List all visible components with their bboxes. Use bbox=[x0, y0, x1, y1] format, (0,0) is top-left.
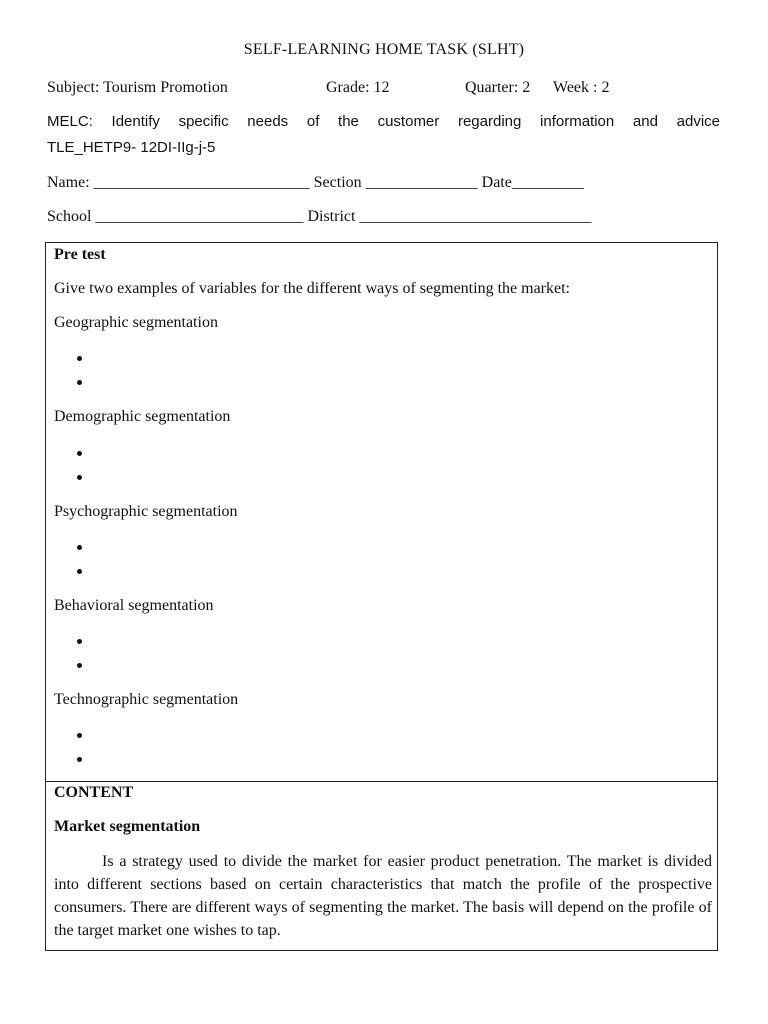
bullet bbox=[77, 733, 82, 738]
week-label: Week : 2 bbox=[553, 79, 610, 96]
content-box bbox=[45, 781, 718, 951]
grade-label: Grade: 12 bbox=[326, 79, 390, 96]
pretest-instruction: Give two examples of variables for the different ways of segmenting the market: bbox=[54, 280, 570, 297]
subject-row bbox=[47, 79, 610, 97]
bullet bbox=[77, 757, 82, 762]
paragraph-text: Is a strategy used to divide the market for easier product penetration. The market is divided into different sections based on certain characteristics that match the profile of the prospective consumers. There are different ways of segmenting the market. The basis will depend on the profile of the target market one wishes to tap. bbox=[54, 853, 712, 939]
subject-label: Subject: Tourism Promotion bbox=[47, 79, 228, 96]
geographic-label: Geographic segmentation bbox=[54, 314, 218, 331]
bullet bbox=[77, 545, 82, 550]
bullet bbox=[77, 663, 82, 668]
pretest-box bbox=[45, 242, 718, 782]
technographic-label: Technographic segmentation bbox=[54, 691, 239, 708]
content-subheading: Market segmentation bbox=[54, 818, 201, 835]
bullet bbox=[77, 569, 82, 574]
bullet bbox=[77, 639, 82, 644]
psychographic-label: Psychographic segmentation bbox=[54, 503, 238, 520]
bullet bbox=[77, 475, 82, 480]
content-heading: CONTENT bbox=[54, 784, 134, 801]
page-title: SELF-LEARNING HOME TASK (SLHT) bbox=[243, 41, 525, 58]
pretest-heading: Pre test bbox=[54, 246, 106, 263]
bullet bbox=[77, 356, 82, 361]
melc-code: TLE_HETP9- 12DI-IIg-j-5 bbox=[47, 139, 216, 156]
school-field[interactable]: School __________________________ District _____________________________ bbox=[47, 208, 592, 225]
behavioral-label: Behavioral segmentation bbox=[54, 597, 214, 614]
demographic-label: Demographic segmentation bbox=[54, 408, 231, 425]
name-field[interactable]: Name: ___________________________ Section ______________ Date_________ bbox=[47, 174, 584, 191]
melc-text: MELC: Identify specific needs of the customer regarding information and advice bbox=[47, 113, 720, 130]
content-paragraph bbox=[54, 850, 712, 942]
bullet bbox=[77, 451, 82, 456]
quarter-label: Quarter: 2 bbox=[465, 79, 531, 96]
bullet bbox=[77, 380, 82, 385]
